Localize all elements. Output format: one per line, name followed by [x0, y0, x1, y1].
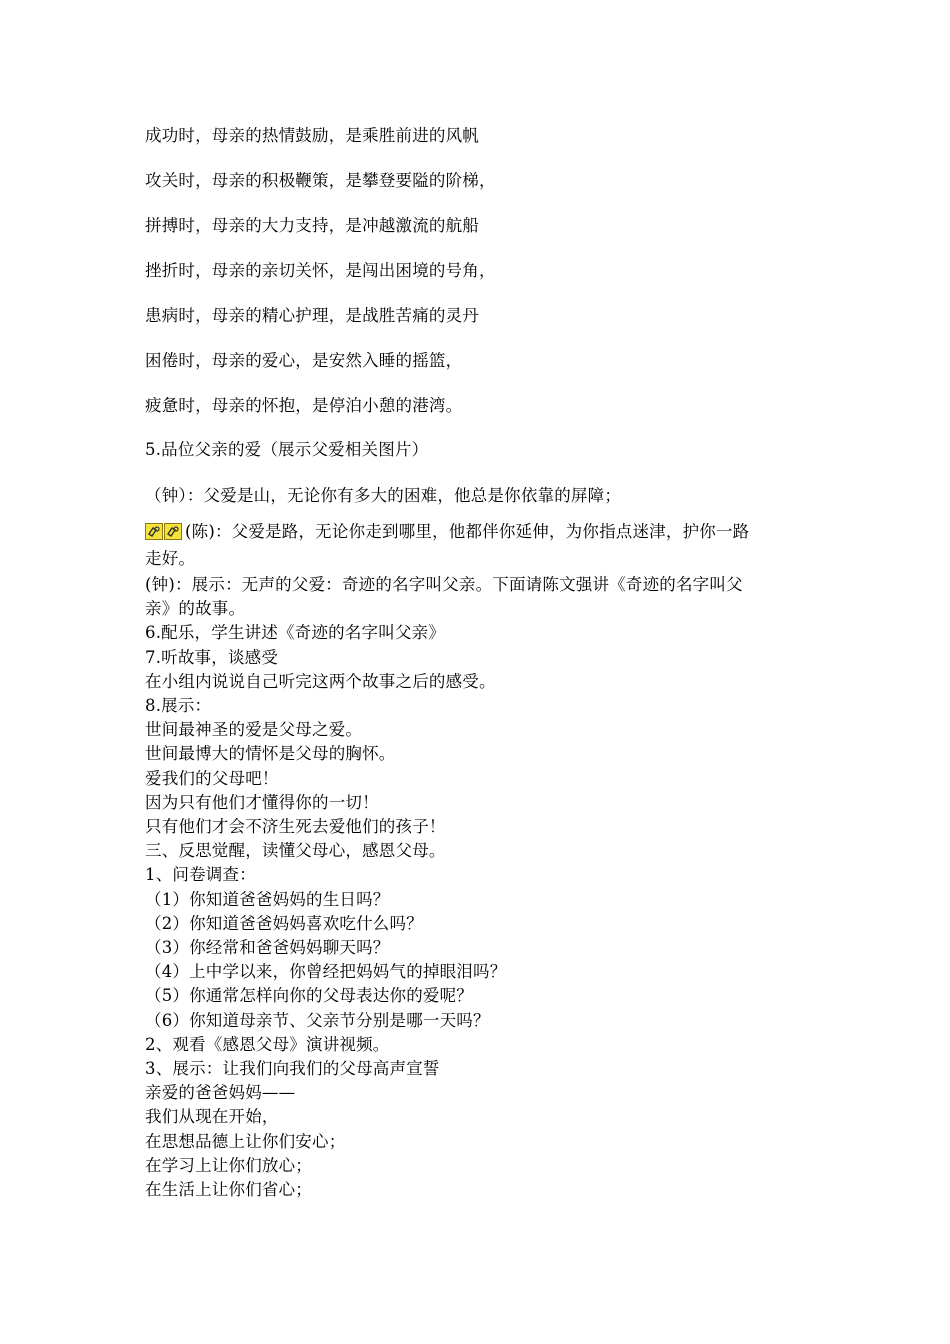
- link-icon: [145, 523, 163, 540]
- section-5-heading: 5.品位父亲的爱（展示父爱相关图片）: [145, 440, 429, 459]
- body-line: （1）你知道爸爸妈妈的生日吗？: [145, 889, 390, 909]
- body-line: 在思想品德上让你们安心；: [145, 1131, 346, 1151]
- link-icon: [164, 523, 182, 540]
- body-line: (钟)：展示：无声的父爱：奇迹的名字叫父亲。下面请陈文强讲《奇迹的名字叫父: [145, 575, 743, 594]
- poem-line: 挫折时，母亲的亲切关怀，是闯出困境的号角，: [145, 261, 496, 280]
- body-line: 世间最博大的情怀是父母的胸怀。: [145, 744, 396, 764]
- body-line: （3）你经常和爸爸妈妈聊天吗？: [145, 938, 390, 957]
- body-line: 三、反思觉醒，读懂父母心，感恩父母。: [145, 841, 446, 861]
- body-line: 6.配乐，学生讲述《奇迹的名字叫父亲》: [145, 623, 446, 643]
- body-line: 亲爱的爸爸妈妈——: [145, 1083, 296, 1103]
- body-line: （4）上中学以来，你曾经把妈妈气的掉眼泪吗？: [145, 962, 507, 982]
- body-line: 我们从现在开始，: [145, 1107, 279, 1127]
- poem-line: 成功时，母亲的热情鼓励，是乘胜前进的风帆: [145, 126, 479, 145]
- body-line: 因为只有他们才懂得你的一切！: [145, 792, 379, 812]
- poem-line: 患病时，母亲的精心护理，是战胜苦痛的灵丹: [145, 306, 479, 325]
- poem-line: 攻关时，母亲的积极鞭策，是攀登要隘的阶梯，: [145, 171, 496, 190]
- body-line: 2、观看《感恩父母》演讲视频。: [145, 1034, 390, 1054]
- body-line: 爱我们的父母吧！: [145, 768, 279, 788]
- body-line: 只有他们才会不济生死去爱他们的孩子！: [145, 817, 446, 836]
- body-line: （5）你通常怎样向你的父母表达你的爱呢？: [145, 986, 473, 1006]
- body-line: 在小组内说说自己听完这两个故事之后的感受。: [145, 671, 496, 691]
- body-line: （2）你知道爸爸妈妈喜欢吃什么吗？: [145, 913, 423, 933]
- chen-line: [145, 522, 749, 545]
- body-line: 世间最神圣的爱是父母之爱。: [145, 720, 363, 740]
- body-line: 亲》的故事。: [145, 599, 246, 619]
- poem-line: 疲惫时，母亲的怀抱，是停泊小憩的港湾。: [145, 396, 463, 415]
- zhong-line: （钟）：父爱是山，无论你有多大的困难，他总是你依靠的屏障；: [145, 486, 622, 505]
- body-line: 3、展示：让我们向我们的父母高声宣誓: [145, 1059, 440, 1078]
- poem-line: 困倦时，母亲的爱心，是安然入睡的摇篮，: [145, 351, 463, 370]
- chen-line-continued: 走好。: [145, 549, 196, 568]
- embedded-icons: [145, 523, 183, 545]
- chen-line-text: (陈)：父爱是路，无论你走到哪里，他都伴你延伸，为你指点迷津，护你一路: [185, 522, 750, 541]
- body-line: （6）你知道母亲节、父亲节分别是哪一天吗？: [145, 1010, 490, 1030]
- body-line: 在学习上让你们放心；: [145, 1155, 312, 1175]
- body-line: 1、问卷调查：: [145, 865, 256, 885]
- poem-line: 拼搏时，母亲的大力支持，是冲越激流的航船: [145, 216, 479, 235]
- body-line: 7.听故事，谈感受: [145, 647, 279, 667]
- body-line: 8.展示：: [145, 696, 212, 715]
- body-line: 在生活上让你们省心；: [145, 1180, 312, 1199]
